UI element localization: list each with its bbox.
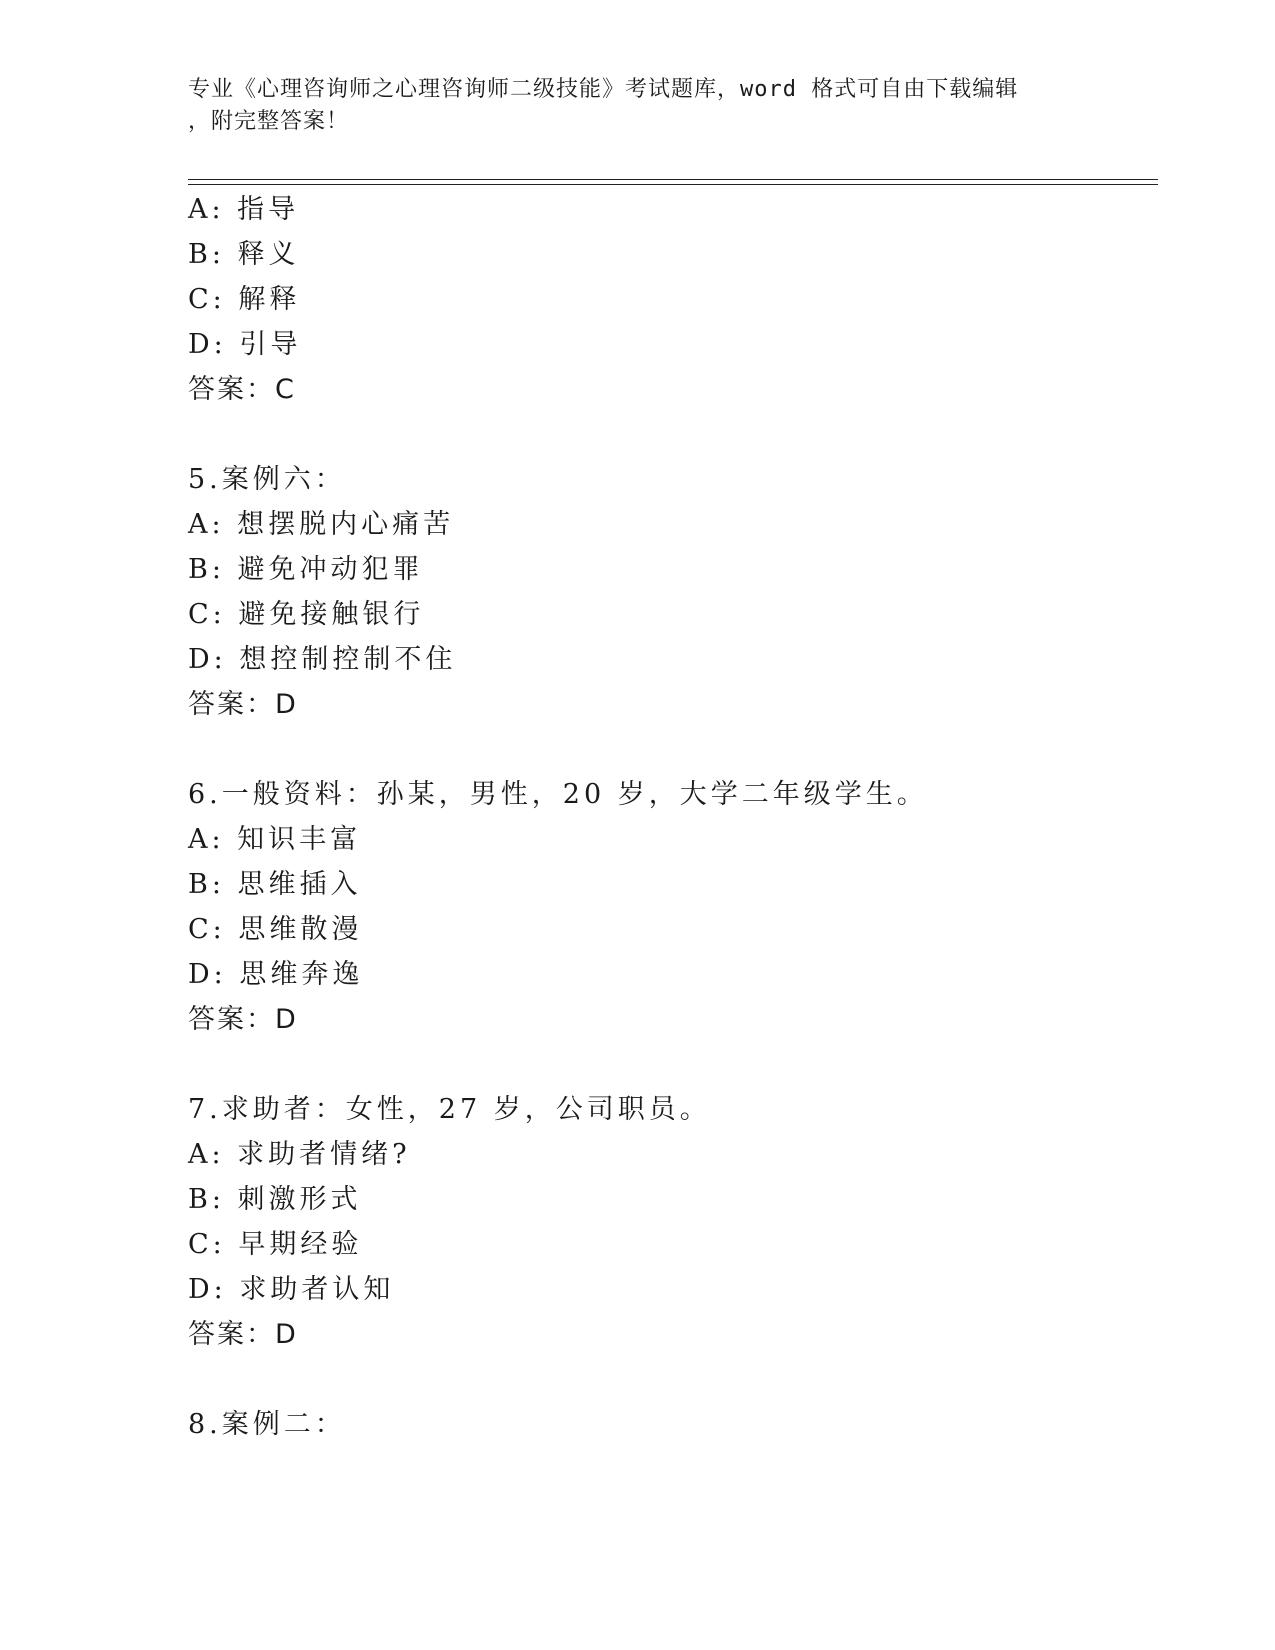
option-c: C: 避免接触银行: [188, 599, 425, 630]
answer: 答案：D: [188, 1319, 298, 1350]
answer: 答案：C: [188, 374, 296, 405]
option-d: D: 想控制控制不住: [188, 644, 457, 675]
question-title: 5.案例六：: [188, 464, 346, 495]
header-divider-bottom: [188, 184, 1158, 185]
option-b: B: 刺激形式: [188, 1184, 362, 1215]
option-d: D: 引导: [188, 329, 302, 360]
question-title: 6.一般资料：孙某，男性，20 岁，大学二年级学生。: [188, 779, 928, 810]
header-line-1: 专业《心理咨询师之心理咨询师二级技能》考试题库，word 格式可自由下载编辑: [188, 77, 1019, 102]
header-divider-top: [188, 179, 1158, 180]
option-c: C: 思维散漫: [188, 914, 363, 945]
question-title: 7.求助者：女性，27 岁，公司职员。: [188, 1094, 711, 1125]
question-title: 8.案例二：: [188, 1409, 346, 1440]
answer: 答案：D: [188, 689, 298, 720]
document-header: [188, 74, 1088, 138]
answer: 答案：D: [188, 1004, 298, 1035]
option-a: A: 指导: [188, 194, 300, 225]
option-d: D: 求助者认知: [188, 1274, 395, 1305]
option-a: A: 想摆脱内心痛苦: [188, 509, 455, 540]
option-b: B: 释义: [188, 239, 300, 270]
option-a: A: 求助者情绪?: [188, 1139, 411, 1170]
option-b: B: 思维插入: [188, 869, 362, 900]
option-c: C: 解释: [188, 284, 301, 315]
option-b: B: 避免冲动犯罪: [188, 554, 424, 585]
option-a: A: 知识丰富: [188, 824, 362, 855]
option-c: C: 早期经验: [188, 1229, 363, 1260]
header-line-2: ，附完整答案！: [188, 109, 350, 134]
option-d: D: 思维奔逸: [188, 959, 364, 990]
